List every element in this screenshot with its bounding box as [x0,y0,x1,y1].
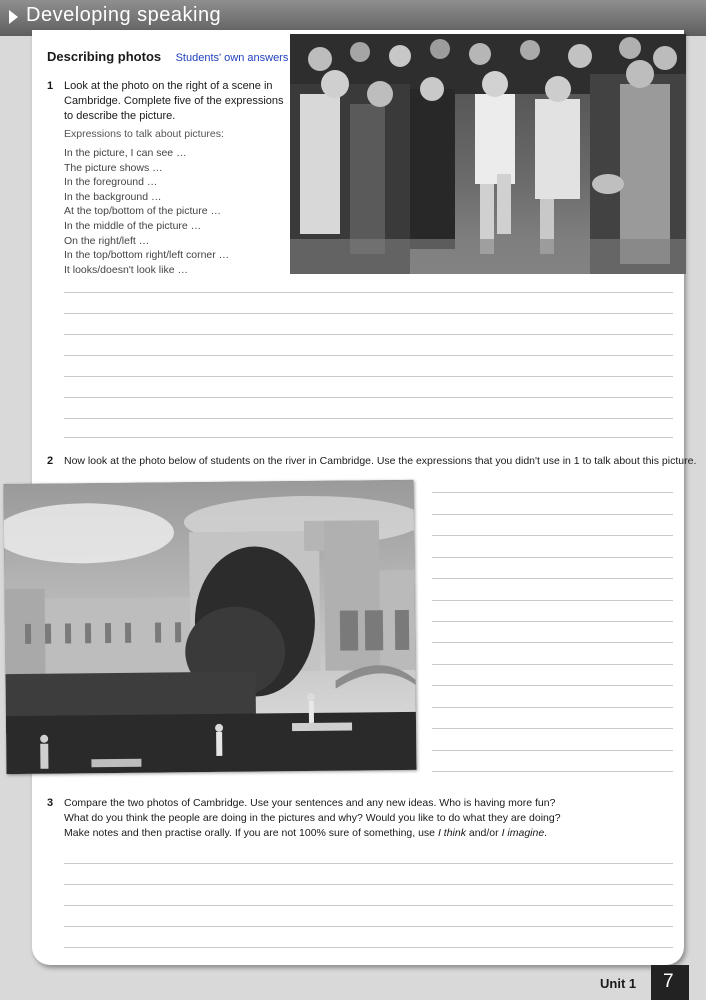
expression-item: On the right/left … [64,234,150,247]
answer-line[interactable] [432,621,673,622]
exercise-3-text: and/or [465,827,502,839]
answer-line[interactable] [64,863,673,864]
unit-label: Unit 1 [600,976,637,991]
answer-line[interactable] [64,418,673,419]
answer-line[interactable] [432,728,673,729]
exercise-3-line-1: Compare the two photos of Cambridge. Use your sentences and any new ideas. Who is having more fun? [64,797,556,809]
answer-line[interactable] [64,884,673,885]
instruction-line: to describe the picture. [64,110,176,122]
exercise-3-text: . [544,827,548,839]
answer-line[interactable] [432,535,673,536]
answer-line[interactable] [432,642,673,643]
answer-line[interactable] [64,926,673,927]
answer-line[interactable] [64,292,673,293]
expression-item: In the background … [64,190,162,203]
answer-line[interactable] [64,947,673,948]
river-cambridge-photo [3,480,416,774]
exercise-3-line-3 [64,826,674,841]
exercise-1-instruction [64,79,289,124]
answer-line[interactable] [64,355,673,356]
expression-item: In the foreground … [64,176,158,189]
answer-line[interactable] [432,707,673,708]
expressions-list [64,146,229,277]
expressions-title: Expressions to talk about pictures: [64,128,224,140]
exercise-3-instruction [64,796,674,841]
answer-line[interactable] [432,557,673,558]
answer-line[interactable] [64,905,673,906]
answer-line[interactable] [432,685,673,686]
answer-note: Students' own answers [175,52,289,64]
section-title: Developing speaking [26,4,222,26]
instruction-line: Look at the photo on the right of a scene in [64,80,273,92]
exercise-3-number: 3 [47,797,54,809]
answer-line[interactable] [432,664,673,665]
instruction-line: Cambridge. Complete five of the expressions [64,95,284,107]
answer-line[interactable] [432,750,673,751]
answer-line[interactable] [64,334,673,335]
runner-crowd-image [290,34,686,274]
page-number: 7 [663,971,674,992]
answer-line[interactable] [432,514,673,515]
answer-line[interactable] [64,376,673,377]
answer-line[interactable] [432,600,673,601]
expression-item: At the top/bottom of the picture … [64,205,222,218]
exercise-2-instruction: Now look at the photo below of students on the river in Cambridge. Use the expressions that you didn't use in 1 to talk about this picture. [64,455,697,467]
expression-item: In the top/bottom right/left corner … [64,249,230,262]
runner-crowd-photo [290,34,686,274]
answer-line[interactable] [64,437,673,438]
answer-line[interactable] [432,578,673,579]
exercise-2-number: 2 [47,455,54,467]
expression-item: In the middle of the picture … [64,219,202,232]
heading-text: Describing photos [47,49,162,64]
exercise-3-text: Make notes and then practise orally. If you are not 100% sure of something, use [64,827,438,839]
page-number-box [651,965,689,1000]
section-heading [47,48,288,66]
answer-line[interactable] [64,397,673,398]
answer-line[interactable] [64,313,673,314]
expression-item: In the picture, I can see … [64,147,187,159]
answer-line[interactable] [432,771,673,772]
exercise-1-number: 1 [47,80,54,92]
exercise-3-line-2: What do you think the people are doing in the pictures and why? Would you like to do what they are doing? [64,812,561,824]
exercise-3-italic-phrase: I think [437,827,466,839]
answer-line[interactable] [432,492,673,493]
expression-item: The picture shows … [64,161,163,174]
expression-item: It looks/doesn't look like … [64,263,188,276]
river-cambridge-image [3,480,416,774]
exercise-3-italic-phrase: I imagine [501,827,545,839]
play-arrow-icon [9,10,18,24]
